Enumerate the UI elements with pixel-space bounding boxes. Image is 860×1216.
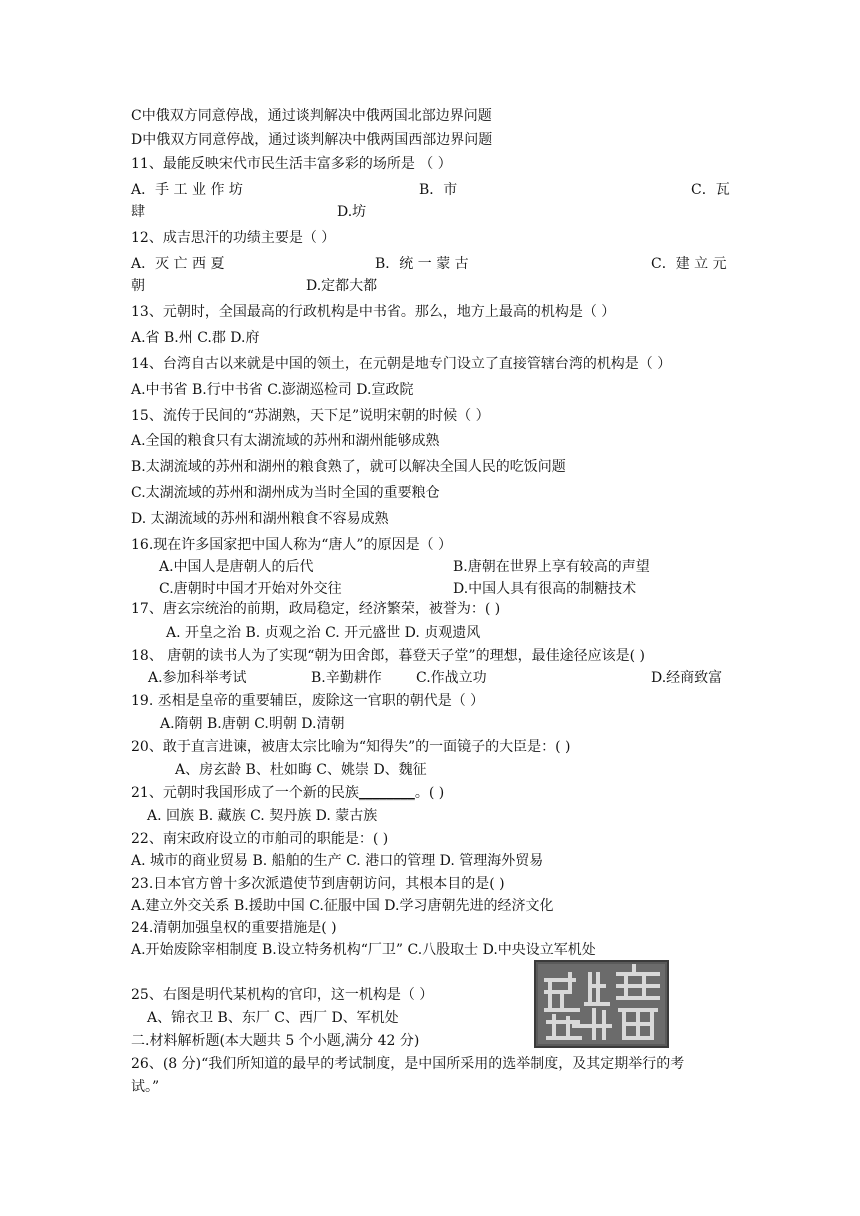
q16-option-d: D.中国人具有很高的制糖技术 xyxy=(453,581,637,597)
question-26-cont: 试。” xyxy=(131,1079,160,1095)
q18-option-a: A.参加科举考试 xyxy=(148,670,247,686)
question-24: 24.清朝加强皇权的重要措施是( ) xyxy=(131,920,337,936)
q21-text: 21、元朝时我国形成了一个新的民族 xyxy=(131,785,359,801)
q16-option-a: A.中国人是唐朝人的后代 xyxy=(159,559,314,575)
q11-option-b: B．市 xyxy=(419,182,458,198)
q12-option-a: A．灭 亡 西 夏 xyxy=(131,256,225,272)
q18-option-c: C.作战立功 xyxy=(416,670,487,686)
q20-options: A、房玄龄 B、杜如晦 C、姚崇 D、魏征 xyxy=(175,762,427,778)
question-11: 11、最能反映宋代市民生活丰富多彩的场所是 （ ） xyxy=(131,156,452,172)
q22-options: A. 城市的商业贸易 B. 船舶的生产 C. 港口的管理 D. 管理海外贸易 xyxy=(131,853,544,869)
q17-options: A. 开皇之治 B. 贞观之治 C. 开元盛世 D. 贞观遗风 xyxy=(166,625,481,641)
q12-option-b: B．统 一 蒙 古 xyxy=(375,256,469,272)
question-13: 13、元朝时，全国最高的行政机构是中书省。那么，地方上最高的机构是（ ） xyxy=(131,304,616,320)
q12-option-c-cont: 朝 xyxy=(131,278,145,294)
q11-option-c: C．瓦 xyxy=(691,182,730,198)
q13-options: A.省 B.州 C.郡 D.府 xyxy=(131,330,260,346)
q24-options: A.开始废除宰相制度 B.设立特务机构“厂卫” C.八股取士 D.中央设立军机处 xyxy=(131,942,596,958)
q21-blank: ________ xyxy=(358,785,415,801)
question-20: 20、敢于直言进谏，被唐太宗比喻为“知得失”的一面镜子的大臣是：( ) xyxy=(131,739,571,755)
q23-options: A.建立外交关系 B.援助中国 C.征服中国 D.学习唐朝先进的经济文化 xyxy=(131,898,554,914)
question-12: 12、成吉思汗的功绩主要是（ ） xyxy=(131,230,336,246)
section-title-material-analysis: 二.材料解析题(本大题共 5 个小题,满分 42 分) xyxy=(131,1033,420,1049)
q15-option-b: B.太湖流域的苏州和湖州的粮食熟了，就可以解决全国人民的吃饭问题 xyxy=(131,459,566,475)
question-22: 22、南宋政府设立的市舶司的职能是：( ) xyxy=(131,831,389,847)
question-15: 15、流传于民间的“苏湖熟，天下足”说明宋朝的时候（ ） xyxy=(131,408,490,424)
q12-option-c: C．建 立 元 xyxy=(651,256,727,272)
q14-options: A.中书省 B.行中书省 C.澎湖巡检司 D.宣政院 xyxy=(131,382,414,398)
option-q10-d: D中俄双方同意停战，通过谈判解决中俄两国西部边界问题 xyxy=(131,132,493,148)
question-26: 26、(8 分)“我们所知道的最早的考试制度，是中国所采用的选举制度，及其定期举行的考 xyxy=(131,1056,685,1072)
question-17: 17、唐玄宗统治的前期，政局稳定，经济繁荣，被誉为：( ) xyxy=(131,601,501,617)
option-q10-c: C中俄双方同意停战，通过谈判解决中俄两国北部边界问题 xyxy=(131,108,492,124)
q21-paren: 。( ) xyxy=(414,785,445,801)
q19-options: A.隋朝 B.唐朝 C.明朝 D.清朝 xyxy=(160,716,345,732)
q16-option-b: B.唐朝在世界上享有较高的声望 xyxy=(453,559,650,575)
question-19: 19. 丞相是皇帝的重要辅臣，废除这一官职的朝代是（ ） xyxy=(131,693,485,709)
official-seal-image xyxy=(534,960,669,1048)
q21-options: A. 回族 B. 藏族 C. 契丹族 D. 蒙古族 xyxy=(147,808,378,824)
q18-option-b: B.辛勤耕作 xyxy=(311,670,382,686)
q11-option-c-cont: 肆 xyxy=(131,204,145,220)
q15-option-c: C.太湖流域的苏州和湖州成为当时全国的重要粮仓 xyxy=(131,485,440,501)
q25-options: A、锦衣卫 B、东厂 C、西厂 D、军机处 xyxy=(147,1010,399,1026)
question-18: 18、 唐朝的读书人为了实现“朝为田舍郎，暮登天子堂”的理想，最佳途径应该是( ) xyxy=(131,648,645,664)
q11-option-d: D.坊 xyxy=(337,204,367,220)
question-14: 14、台湾自古以来就是中国的领土，在元朝是地专门设立了直接管辖台湾的机构是（ ） xyxy=(131,356,672,372)
question-21 xyxy=(131,783,444,803)
q16-option-c: C.唐朝时中国才开始对外交往 xyxy=(159,581,342,597)
q15-option-d: D. 太湖流域的苏州和湖州粮食不容易成熟 xyxy=(131,511,389,527)
question-25: 25、右图是明代某机构的官印，这一机构是（ ） xyxy=(131,987,434,1003)
q15-option-a: A.全国的粮食只有太湖流域的苏州和湖州能够成熟 xyxy=(131,433,440,449)
q18-option-d: D.经商致富 xyxy=(651,670,723,686)
q12-option-d: D.定都大都 xyxy=(306,278,378,294)
question-16: 16.现在许多国家把中国人称为“唐人”的原因是（ ） xyxy=(131,537,453,553)
q11-option-a: A．手 工 业 作 坊 xyxy=(131,182,243,198)
question-23: 23.日本官方曾十多次派遣使节到唐朝访问，其根本目的是( ) xyxy=(131,876,505,892)
